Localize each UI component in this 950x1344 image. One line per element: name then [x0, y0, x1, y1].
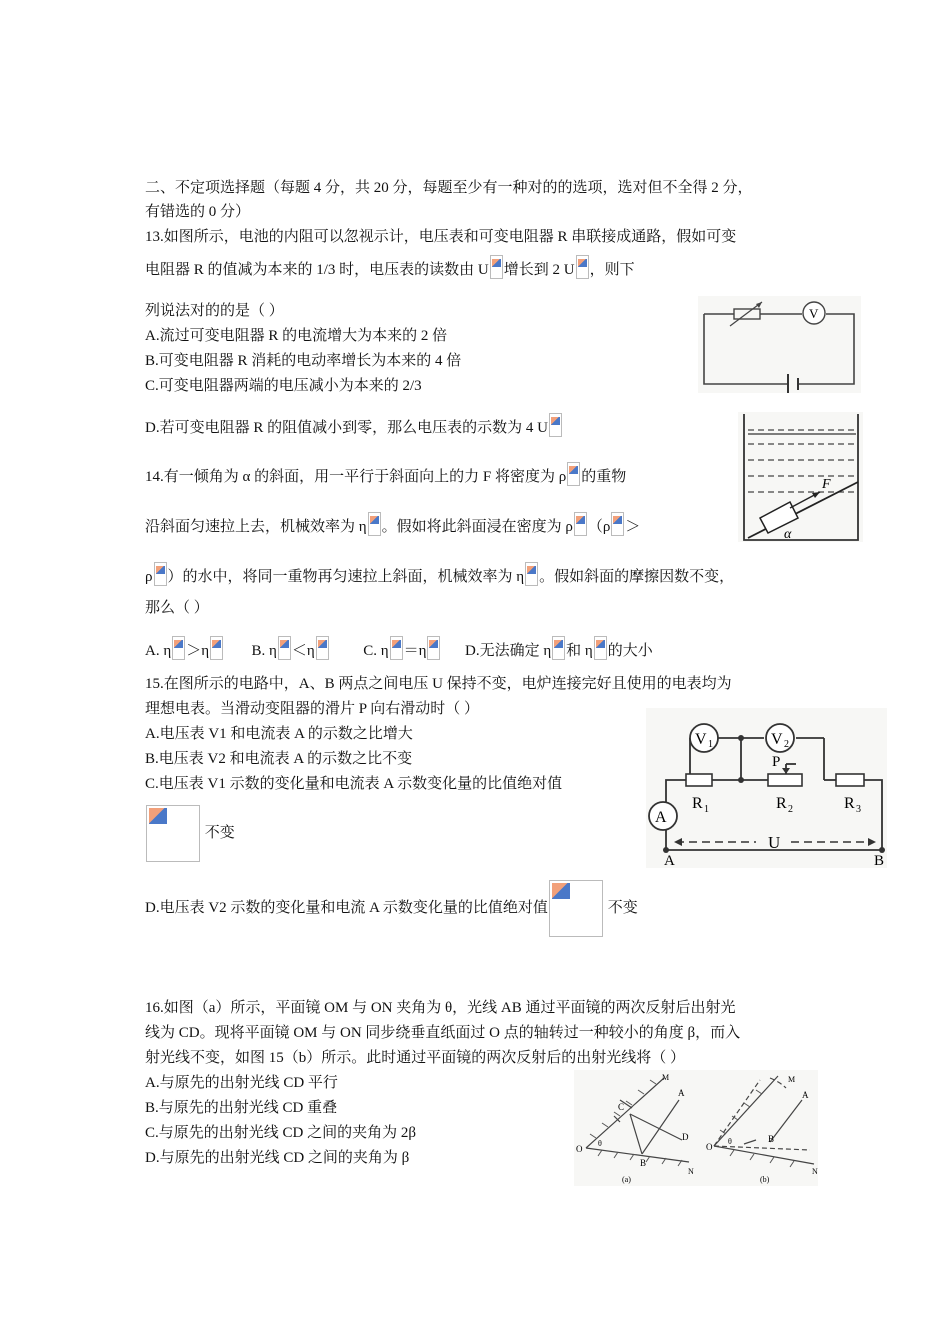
svg-text:1: 1 [704, 804, 709, 815]
q16-option-b: B.与原先的出射光线 CD 重叠 [145, 1100, 338, 1116]
q16-stem-line1: 16.如图（a）所示，平面镜 OM 与 ON 夹角为 θ，光线 AB 通过平面镜的两次反射后出射光 [145, 1000, 736, 1016]
svg-text:3: 3 [856, 804, 861, 815]
svg-text:U: U [768, 833, 781, 852]
q13-stem-line2: 电阻器 R 的值减为本来的 1/3 时，电压表的读数由 U 增长到 2 U ，则下 [145, 255, 635, 280]
broken-image-icon [390, 636, 403, 660]
broken-image-icon [154, 562, 167, 586]
section-heading-line2: 有错选的 0 分） [145, 204, 251, 220]
broken-image-icon [576, 255, 589, 279]
svg-text:B: B [768, 1134, 775, 1144]
broken-image-icon [316, 636, 329, 660]
q15-circuit-figure [646, 708, 887, 868]
svg-text:A: A [655, 809, 667, 826]
svg-text:O: O [576, 1144, 583, 1154]
q14-stem-line4: 那么（ ） [145, 600, 209, 616]
broken-image-icon [146, 805, 200, 862]
broken-image-icon [278, 636, 291, 660]
svg-text:A: A [802, 1090, 809, 1100]
svg-text:M: M [788, 1075, 796, 1084]
svg-text:B: B [874, 853, 885, 868]
q13-circuit-figure [698, 296, 861, 393]
q14-stem-line1: 14.有一倾角为 α 的斜面，用一平行于斜面向上的力 F 将密度为 ρ 的重物 [145, 462, 626, 487]
broken-image-icon [490, 255, 503, 279]
q15-option-a: A.电压表 V1 和电流表 A 的示数之比增大 [145, 726, 413, 742]
svg-text:M: M [662, 1073, 670, 1082]
svg-text:P: P [772, 754, 781, 770]
broken-image-icon [368, 512, 381, 536]
svg-text:V: V [695, 731, 707, 748]
broken-image-icon [525, 562, 538, 586]
q13-option-c: C.可变电阻器两端的电压减小为本来的 2/3 [145, 378, 422, 394]
svg-text:D: D [682, 1132, 689, 1142]
q14-stem-line2: 沿斜面匀速拉上去，机械效率为 η 。假如将此斜面浸在密度为 ρ （ρ ＞ [145, 512, 640, 537]
q14-incline-figure [738, 412, 863, 542]
broken-image-icon [210, 636, 223, 660]
section-heading-line1: 二、不定项选择题（每题 4 分，共 20 分，每题至少有一种对的的选项，选对但不全得 2 分， [145, 180, 753, 196]
broken-image-icon [567, 462, 580, 486]
force-label: F [822, 477, 831, 492]
broken-image-icon [552, 636, 565, 660]
broken-image-icon [172, 636, 185, 660]
q15-option-b: B.电压表 V2 和电流表 A 的示数之比不变 [145, 751, 413, 767]
svg-text:(a): (a) [622, 1175, 631, 1184]
svg-text:θ: θ [598, 1139, 602, 1148]
q16-stem-line3: 射光线不变，如图 15（b）所示。此时通过平面镜的两次反射后的出射光线将（ ） [145, 1050, 686, 1066]
q13-stem-line1: 13.如图所示，电池的内阻可以忽视示计，电压表和可变电阻器 R 串联接成通路，假如可变 [145, 229, 737, 245]
svg-text:R: R [776, 795, 787, 812]
svg-text:O: O [706, 1142, 713, 1152]
svg-text:2: 2 [788, 804, 793, 815]
q15-stem-line2: 理想电表。当滑动变阻器的滑片 P 向右滑动时（ ） [145, 701, 480, 717]
q15-option-c-tail: 不变 [145, 805, 235, 862]
svg-text:C: C [618, 1102, 625, 1112]
q13-option-b: B.可变电阻器 R 消耗的电动率增长为本来的 4 倍 [145, 353, 462, 369]
q13-option-a: A.流过可变电阻器 R 的电流增大为本来的 2 倍 [145, 328, 448, 344]
q14-options: A. η ＞η B. η ＜η C. η ＝η D.无法确定 η 和 η 的大小 [145, 636, 653, 661]
q16-option-c: C.与原先的出射光线 CD 之间的夹角为 2β [145, 1125, 416, 1141]
angle-label: α [784, 527, 792, 542]
q16-option-d: D.与原先的出射光线 CD 之间的夹角为 β [145, 1150, 410, 1166]
svg-text:V: V [771, 731, 783, 748]
svg-text:A: A [664, 853, 675, 868]
svg-text:R: R [692, 795, 703, 812]
broken-image-icon [549, 880, 603, 937]
svg-text:N: N [812, 1167, 818, 1176]
q15-option-c: C.电压表 V1 示数的变化量和电流表 A 示数变化量的比值绝对值 [145, 776, 563, 792]
broken-image-icon [427, 636, 440, 660]
broken-image-icon [594, 636, 607, 660]
q14-stem-line3: ρ ）的水中，将同一重物再匀速拉上斜面，机械效率为 η 。假如斜面的摩擦因数不变， [145, 562, 734, 587]
svg-text:1: 1 [708, 739, 713, 750]
q16-stem-line2: 线为 CD。现将平面镜 OM 与 ON 同步绕垂直纸面过 O 点的轴转过一种较小的角度 β，而入 [145, 1025, 741, 1041]
q16-mirror-figure [574, 1070, 818, 1186]
svg-text:2: 2 [784, 739, 789, 750]
broken-image-icon [574, 512, 587, 536]
q15-option-d: D.电压表 V2 示数的变化量和电流 A 示数变化量的比值绝对值 不变 [145, 880, 638, 937]
svg-text:B: B [640, 1158, 647, 1168]
q15-stem-line1: 15.在图所示的电路中，A、B 两点之间电压 U 保持不变，电炉连接完好且使用的电表均为 [145, 676, 732, 692]
broken-image-icon [549, 413, 562, 437]
broken-image-icon [611, 512, 624, 536]
q16-option-a: A.与原先的出射光线 CD 平行 [145, 1075, 338, 1091]
svg-text:R: R [844, 795, 855, 812]
q13-stem-line3: 列说法对的的是（ ） [145, 303, 284, 319]
svg-text:A: A [678, 1088, 685, 1098]
svg-text:θ: θ [728, 1137, 732, 1146]
svg-text:(b): (b) [760, 1175, 770, 1184]
q13-option-d: D.若可变电阻器 R 的阻值减小到零，那么电压表的示数为 4 U [145, 413, 563, 438]
svg-text:N: N [688, 1167, 694, 1176]
voltmeter-label: V [809, 306, 819, 321]
